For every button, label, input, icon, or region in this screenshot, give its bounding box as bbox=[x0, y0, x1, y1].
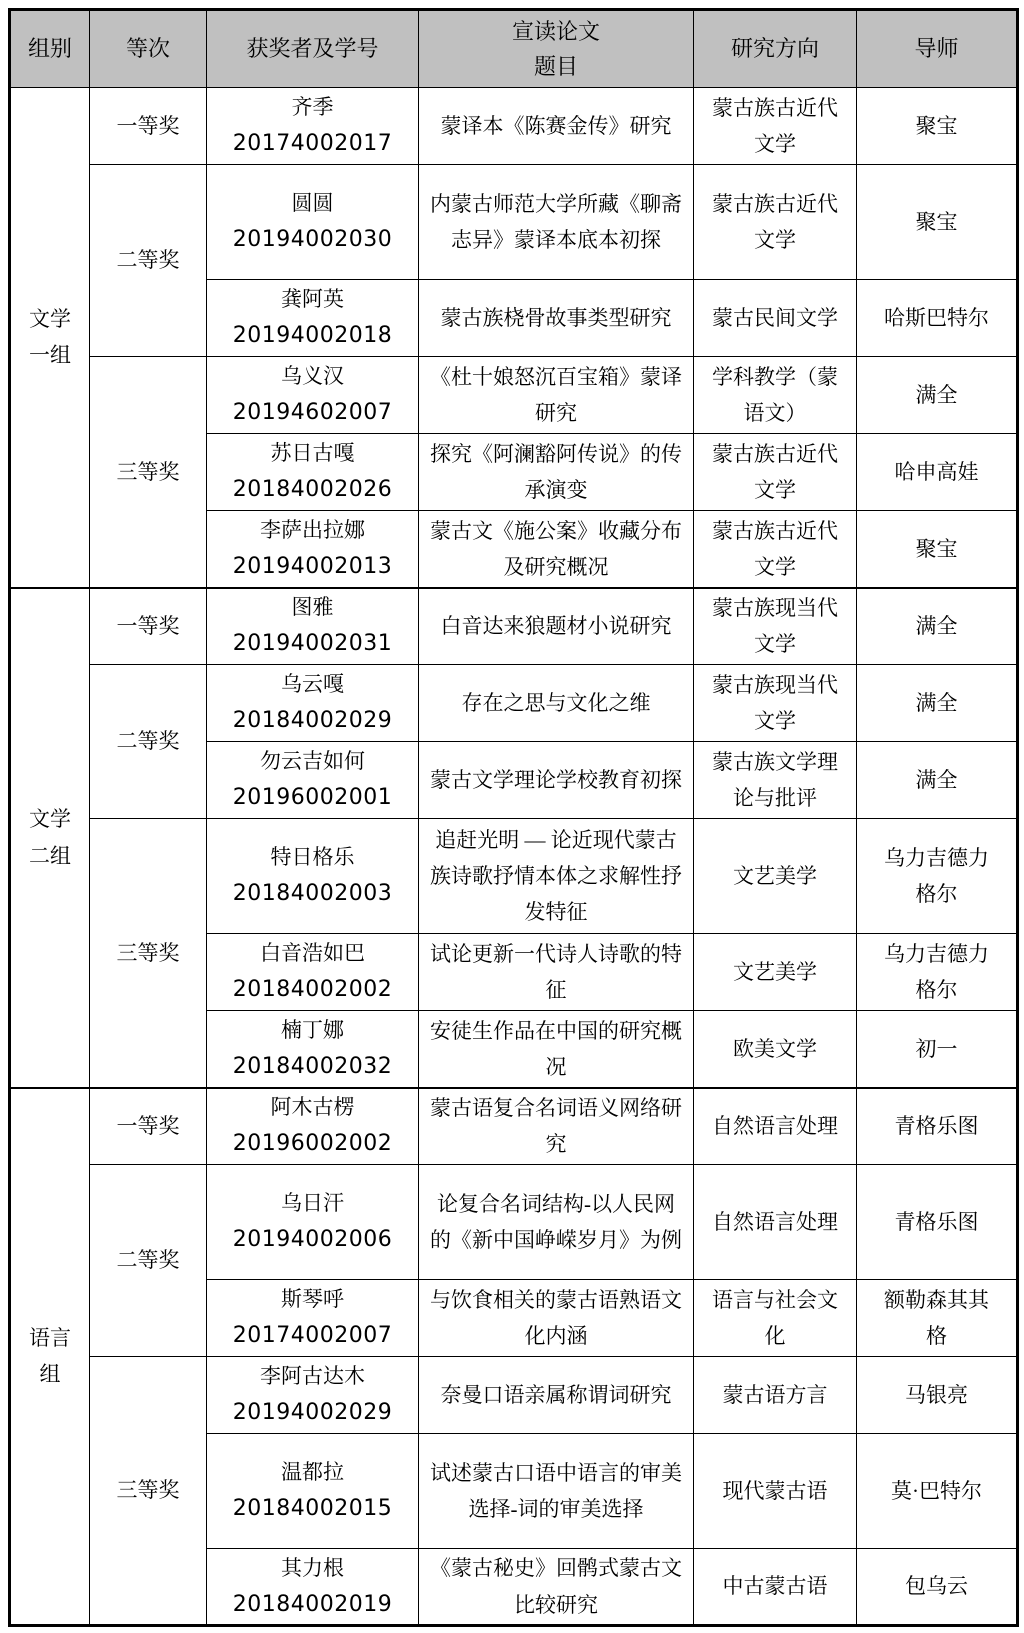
winner-name: 乌云嘎 bbox=[281, 672, 344, 697]
advisor-cell: 初一 bbox=[857, 1011, 1018, 1088]
title-cell: 蒙古语复合名词语义网络研究 bbox=[419, 1088, 694, 1165]
advisor-cell: 包乌云 bbox=[857, 1549, 1018, 1626]
winner-id: 20194002006 bbox=[232, 1227, 393, 1253]
title-cell: 试述蒙古口语中语言的审美选择-词的审美选择 bbox=[419, 1434, 694, 1549]
advisor-cell: 满全 bbox=[857, 588, 1018, 665]
header-group: 组别 bbox=[10, 10, 90, 88]
header-rank: 等次 bbox=[90, 10, 207, 88]
rank-cell: 一等奖 bbox=[90, 1088, 207, 1165]
direction-cell: 蒙古族古近代文学 bbox=[694, 88, 857, 165]
winner-name: 勿云吉如何 bbox=[260, 749, 365, 774]
header-direction: 研究方向 bbox=[694, 10, 857, 88]
title-cell: 蒙译本《陈赛金传》研究 bbox=[419, 88, 694, 165]
header-row bbox=[10, 10, 1018, 88]
table-row bbox=[10, 588, 1018, 665]
winner-id: 20184002032 bbox=[232, 1053, 393, 1079]
winner-id: 20196002002 bbox=[232, 1131, 393, 1157]
winner-name: 白音浩如巴 bbox=[260, 941, 365, 966]
winner-id: 20174002017 bbox=[232, 131, 393, 157]
rank-cell: 三等奖 bbox=[90, 819, 207, 1088]
header-advisor: 导师 bbox=[857, 10, 1018, 88]
title-cell: 安徒生作品在中国的研究概况 bbox=[419, 1011, 694, 1088]
winner-cell bbox=[207, 1088, 419, 1165]
advisor-cell: 马银亮 bbox=[857, 1357, 1018, 1434]
advisor-cell: 聚宝 bbox=[857, 511, 1018, 588]
winner-name: 斯琴呼 bbox=[281, 1287, 344, 1312]
winner-id: 20196002001 bbox=[232, 785, 393, 811]
table-row bbox=[10, 165, 1018, 280]
winner-name: 齐季 bbox=[291, 95, 334, 120]
winner-cell bbox=[207, 1434, 419, 1549]
group-cell: 文学二组 bbox=[10, 588, 90, 1088]
rank-cell: 二等奖 bbox=[90, 1165, 207, 1357]
advisor-cell: 哈申高娃 bbox=[857, 434, 1018, 511]
winner-id: 20184002029 bbox=[232, 708, 393, 734]
table-row bbox=[10, 819, 1018, 934]
title-cell: 蒙古族桡骨故事类型研究 bbox=[419, 280, 694, 357]
advisor-cell: 满全 bbox=[857, 665, 1018, 742]
direction-cell: 现代蒙古语 bbox=[694, 1434, 857, 1549]
header-winner: 获奖者及学号 bbox=[207, 10, 419, 88]
direction-cell: 蒙古族现当代文学 bbox=[694, 665, 857, 742]
advisor-cell: 乌力吉德力格尔 bbox=[857, 819, 1018, 934]
title-cell: 与饮食相关的蒙古语熟语文化内涵 bbox=[419, 1280, 694, 1357]
title-cell: 奈曼口语亲属称谓词研究 bbox=[419, 1357, 694, 1434]
advisor-cell: 满全 bbox=[857, 357, 1018, 434]
winner-name: 阿木古楞 bbox=[270, 1095, 355, 1120]
advisor-cell: 聚宝 bbox=[857, 165, 1018, 280]
winner-cell bbox=[207, 165, 419, 280]
rank-cell: 三等奖 bbox=[90, 1357, 207, 1626]
winner-name: 温都拉 bbox=[281, 1460, 344, 1485]
title-cell: 蒙古文学理论学校教育初探 bbox=[419, 742, 694, 819]
direction-cell: 语言与社会文化 bbox=[694, 1280, 857, 1357]
direction-cell: 蒙古族古近代文学 bbox=[694, 511, 857, 588]
header-title-line1: 宣读论文 bbox=[511, 18, 600, 44]
winner-name: 李阿古达木 bbox=[260, 1364, 365, 1389]
title-cell: 追赶光明 — 论近现代蒙古族诗歌抒情本体之求解性抒发特征 bbox=[419, 819, 694, 934]
direction-cell: 中古蒙古语 bbox=[694, 1549, 857, 1626]
header-title-line2: 题目 bbox=[533, 54, 578, 79]
winner-cell bbox=[207, 588, 419, 665]
table-row bbox=[10, 1357, 1018, 1434]
winner-cell bbox=[207, 357, 419, 434]
winner-name: 其力根 bbox=[281, 1555, 344, 1580]
title-cell: 内蒙古师范大学所藏《聊斋志异》蒙译本底本初探 bbox=[419, 165, 694, 280]
table-row bbox=[10, 1165, 1018, 1280]
winner-name: 李萨出拉娜 bbox=[260, 517, 365, 542]
header-title bbox=[419, 10, 694, 88]
direction-cell: 蒙古族文学理论与批评 bbox=[694, 742, 857, 819]
direction-cell: 学科教学（蒙语文） bbox=[694, 357, 857, 434]
winner-id: 20194602007 bbox=[232, 400, 393, 426]
winner-name: 特日格乐 bbox=[270, 845, 355, 870]
direction-cell: 蒙古民间文学 bbox=[694, 280, 857, 357]
advisor-cell: 哈斯巴特尔 bbox=[857, 280, 1018, 357]
winner-name: 圆圆 bbox=[291, 191, 334, 216]
winner-name: 楠丁娜 bbox=[281, 1017, 344, 1042]
group-cell: 文学一组 bbox=[10, 88, 90, 588]
direction-cell: 文艺美学 bbox=[694, 934, 857, 1011]
rank-cell: 三等奖 bbox=[90, 357, 207, 588]
direction-cell: 文艺美学 bbox=[694, 819, 857, 934]
advisor-cell: 乌力吉德力格尔 bbox=[857, 934, 1018, 1011]
awards-table bbox=[8, 8, 1019, 1627]
winner-id: 20174002007 bbox=[232, 1323, 393, 1349]
direction-cell: 蒙古族古近代文学 bbox=[694, 165, 857, 280]
table-row bbox=[10, 357, 1018, 434]
winner-id: 20194002018 bbox=[232, 323, 393, 349]
table-row bbox=[10, 88, 1018, 165]
winner-cell bbox=[207, 511, 419, 588]
title-cell: 存在之思与文化之维 bbox=[419, 665, 694, 742]
winner-cell bbox=[207, 1357, 419, 1434]
winner-cell bbox=[207, 819, 419, 934]
table-row bbox=[10, 1088, 1018, 1165]
title-cell: 《蒙古秘史》回鹘式蒙古文比较研究 bbox=[419, 1549, 694, 1626]
title-cell: 探究《阿澜豁阿传说》的传承演变 bbox=[419, 434, 694, 511]
winner-id: 20184002015 bbox=[232, 1496, 393, 1522]
advisor-cell: 额勒森其其格 bbox=[857, 1280, 1018, 1357]
winner-cell bbox=[207, 1165, 419, 1280]
title-cell: 《杜十娘怒沉百宝箱》蒙译研究 bbox=[419, 357, 694, 434]
direction-cell: 蒙古语方言 bbox=[694, 1357, 857, 1434]
winner-cell bbox=[207, 742, 419, 819]
winner-cell bbox=[207, 434, 419, 511]
winner-id: 20194002030 bbox=[232, 227, 393, 253]
winner-cell bbox=[207, 1011, 419, 1088]
advisor-cell: 青格乐图 bbox=[857, 1088, 1018, 1165]
title-cell: 试论更新一代诗人诗歌的特征 bbox=[419, 934, 694, 1011]
winner-cell bbox=[207, 1549, 419, 1626]
group-cell: 语言组 bbox=[10, 1088, 90, 1626]
advisor-cell: 莫·巴特尔 bbox=[857, 1434, 1018, 1549]
table-row bbox=[10, 665, 1018, 742]
rank-cell: 一等奖 bbox=[90, 588, 207, 665]
winner-id: 20184002003 bbox=[232, 881, 393, 907]
winner-cell bbox=[207, 934, 419, 1011]
advisor-cell: 满全 bbox=[857, 742, 1018, 819]
direction-cell: 蒙古族古近代文学 bbox=[694, 434, 857, 511]
winner-name: 乌义汉 bbox=[281, 364, 344, 389]
direction-cell: 自然语言处理 bbox=[694, 1165, 857, 1280]
winner-id: 20194002013 bbox=[232, 553, 393, 579]
title-cell: 白音达来狼题材小说研究 bbox=[419, 588, 694, 665]
direction-cell: 自然语言处理 bbox=[694, 1088, 857, 1165]
winner-id: 20184002019 bbox=[232, 1591, 393, 1617]
winner-id: 20184002026 bbox=[232, 477, 393, 503]
rank-cell: 二等奖 bbox=[90, 665, 207, 819]
winner-id: 20184002002 bbox=[232, 977, 393, 1003]
title-cell: 论复合名词结构-以人民网的《新中国峥嵘岁月》为例 bbox=[419, 1165, 694, 1280]
winner-id: 20194002031 bbox=[232, 631, 393, 657]
document-page bbox=[8, 8, 1019, 1627]
rank-cell: 二等奖 bbox=[90, 165, 207, 357]
title-cell: 蒙古文《施公案》收藏分布及研究概况 bbox=[419, 511, 694, 588]
winner-cell bbox=[207, 1280, 419, 1357]
winner-id: 20194002029 bbox=[232, 1400, 393, 1426]
direction-cell: 蒙古族现当代文学 bbox=[694, 588, 857, 665]
winner-cell bbox=[207, 280, 419, 357]
winner-cell bbox=[207, 665, 419, 742]
winner-name: 龚阿英 bbox=[281, 287, 344, 312]
direction-cell: 欧美文学 bbox=[694, 1011, 857, 1088]
advisor-cell: 青格乐图 bbox=[857, 1165, 1018, 1280]
advisor-cell: 聚宝 bbox=[857, 88, 1018, 165]
winner-name: 苏日古嘎 bbox=[270, 441, 355, 466]
rank-cell: 一等奖 bbox=[90, 88, 207, 165]
winner-name: 乌日汗 bbox=[281, 1191, 344, 1216]
winner-cell bbox=[207, 88, 419, 165]
winner-name: 图雅 bbox=[291, 595, 334, 620]
